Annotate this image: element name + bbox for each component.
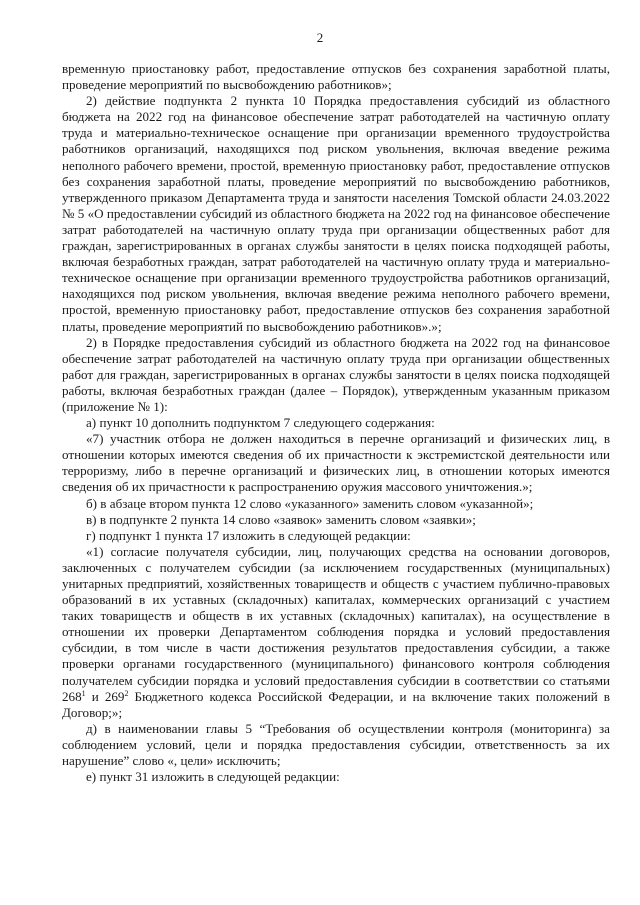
paragraph-subitem-7-quote: «7) участник отбора не должен находиться в перечне организаций и физических лиц, в отношении которых имеются сведения об их причастности к экстремистской деятельности или терроризму, либо в перечне организаций и физических лиц, в отношении которых имеются сведения об их причастности к распространению оружия массового уничтожения.»; <box>62 431 610 495</box>
paragraph-subitem-e: е) пункт 31 изложить в следующей редакции: <box>86 769 340 785</box>
paragraph-subitem-d: д) в наименовании главы 5 “Требования об осуществлении контроля (мониторинга) за соблюдением условий, цели и порядка предоставления субсидии, ответственность за их нарушение” слово «, цели» исключить; <box>62 720 610 769</box>
paragraph-item-2-procedure: 2) в Порядке предоставления субсидий из областного бюджета на 2022 год на финансовое обеспечение затрат работодателей на частичную оплату труда при организации общественных работ для граждан, зарегистрированных в органах службы занятости в целях поиска подходящей работы, включая безработных граждан (далее – Порядок), утвержденным указанным приказом (приложение № 1): <box>62 334 610 414</box>
paragraph-subitem-v: в) в подпункте 2 пункта 14 слово «заявок» заменить словом «заявки»; <box>86 511 476 527</box>
paragraph-subitem-1-quote <box>62 544 610 721</box>
page-number: 2 <box>316 30 324 45</box>
document-body <box>62 61 610 785</box>
paragraph-subitem-a: а) пункт 10 дополнить подпунктом 7 следующего содержания: <box>86 415 435 431</box>
paragraph-text-part: «1) согласие получателя субсидии, лиц, получающих средства на основании договоров, заключенных с получателем субсидии (за исключением государственных (муниципальных) унитарных предприятий, хозяйственных товариществ и обществ с участием публично-правовых образований в их уставных (складочных) капиталах, коммерческих организаций с участием таких товариществ и обществ в их уставных (складочных) капиталах), на осуществление в отношении их проверки Департаментом соблюдения порядка и условий предоставления субсидии, в том числе в части достижения результатов предоставления субсидии, а также проверки органами государственного (муниципального) финансового контроля соблюдения получателем субсидии порядка и условий предоставления субсидии в соответствии со статьями 268 <box>62 543 610 704</box>
paragraph-text-part: Бюджетного кодекса Российской Федерации, и на включение таких положений в Договор;»; <box>62 688 610 720</box>
paragraph-text-part: и 269 <box>85 688 125 704</box>
paragraph-subitem-b: б) в абзаце втором пункта 12 слово «указанного» заменить словом «указанной»; <box>86 495 534 511</box>
paragraph-item-2-validity: 2) действие подпункта 2 пункта 10 Порядка предоставления субсидий из областного бюджета на 2022 год на финансовое обеспечение затрат работодателей на частичную оплату труда и материально-техническое оснащение при организации временного трудоустройства работников организаций, находящихся под риском увольнения, включая введение режима неполного рабочего времени, простой, временную приостановку работ, предоставление отпусков без сохранения заработной платы, проведение мероприятий по высвобождению работников, утвержденного приказом Департамента труда и занятости населения Томской области 24.03.2022 № 5 «О предоставлении субсидий из областного бюджета на 2022 год на финансовое обеспечение затрат работодателей на частичную оплату труда при организации общественных работ для граждан, зарегистрированных в органах службы занятости в целях поиска подходящей работы, включая безработных граждан, затрат работодателей на частичную оплату труда и материально-техническое оснащение при организации временного трудоустройства работников организаций, находящихся под риском увольнения, включая введение режима неполного рабочего времени, простой, временную приостановку работ, предоставление отпусков без сохранения заработной платы, проведение мероприятий по высвобождению работников».»; <box>62 93 610 334</box>
paragraph-continuation: временную приостановку работ, предоставление отпусков без сохранения заработной платы, проведение мероприятий по высвобождению работников»; <box>62 61 610 93</box>
superscript-2: 2 <box>124 688 129 698</box>
superscript-1: 1 <box>81 688 86 698</box>
paragraph-subitem-g: г) подпункт 1 пункта 17 изложить в следующей редакции: <box>86 527 411 543</box>
